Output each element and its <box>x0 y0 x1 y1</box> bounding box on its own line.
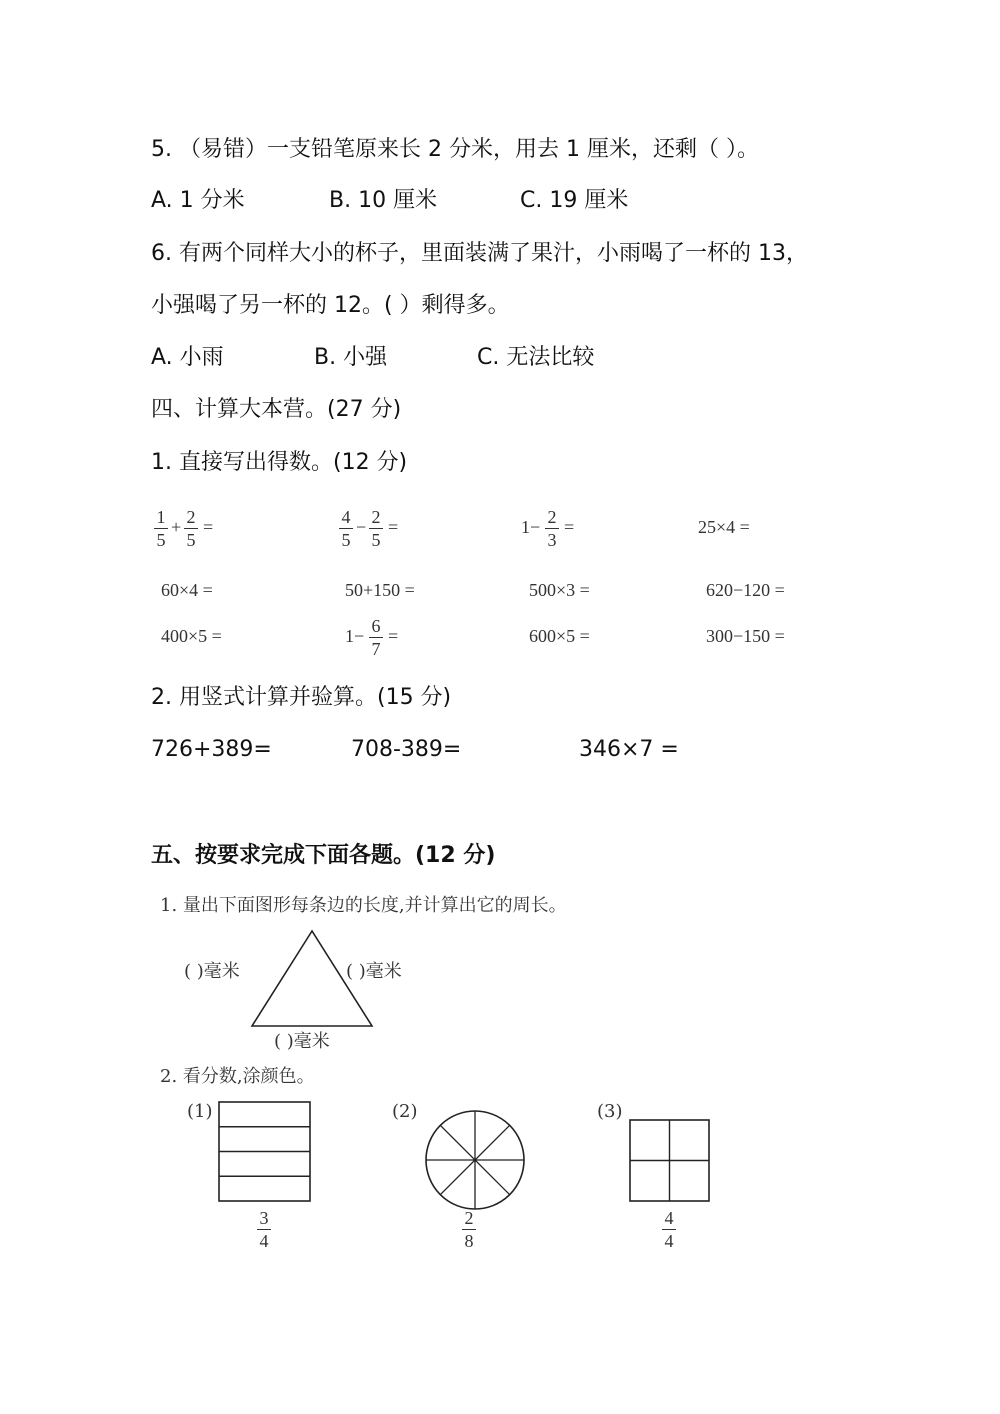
calc-item-3-3: 600×5 = <box>529 626 590 646</box>
triangle-left-side-label: ( )毫米 <box>184 961 240 982</box>
calc-item-2-3: 500×3 = <box>529 580 590 600</box>
part-1-title: 1. 直接写出得数。(12 分) <box>151 450 408 475</box>
calc-item-2-4: 620−120 = <box>706 580 785 600</box>
calc-item-3-4: 300−150 = <box>706 626 785 646</box>
fraction <box>184 508 198 549</box>
vertical-calc-3: 346×7 = <box>579 737 679 762</box>
fraction <box>369 617 383 658</box>
numerator: 6 <box>371 616 381 636</box>
calc-item-2-1: 60×4 = <box>161 580 213 600</box>
numerator: 2 <box>547 507 557 527</box>
circle-eight-parts-figure <box>423 1108 527 1212</box>
q5-option-a: A. 1 分米 <box>151 188 245 213</box>
figure-2-fraction <box>462 1209 476 1250</box>
numerator: 1 <box>156 507 166 527</box>
square-four-parts-figure <box>628 1118 712 1204</box>
figure-1-fraction <box>257 1209 271 1250</box>
expression-prefix: 1− <box>521 517 541 537</box>
calc-item-1-4: 25×4 = <box>698 517 750 537</box>
denominator: 4 <box>259 1231 269 1251</box>
calc-item-2-2: 50+150 = <box>345 580 415 600</box>
q5-option-b: B. 10 厘米 <box>329 188 438 213</box>
numerator: 2 <box>186 507 196 527</box>
operator: + <box>171 517 182 537</box>
q5-option-c: C. 19 厘米 <box>520 188 629 213</box>
denominator: 5 <box>341 530 351 550</box>
q6-option-c: C. 无法比较 <box>477 345 595 370</box>
denominator: 8 <box>464 1231 474 1251</box>
numerator: 2 <box>371 507 381 527</box>
denominator: 5 <box>156 530 166 550</box>
question-6-line1: 6. 有两个同样大小的杯子，里面装满了果汁，小雨喝了一杯的 13， <box>151 241 808 266</box>
triangle-right-side-label: ( )毫米 <box>346 961 402 982</box>
figure-3-fraction <box>662 1209 676 1250</box>
section-5-q1: 1. 量出下面图形每条边的长度,并计算出它的周长。 <box>160 895 567 916</box>
fraction <box>154 508 168 549</box>
equals-sign: = <box>388 626 399 646</box>
denominator: 5 <box>371 530 381 550</box>
q6-option-b: B. 小强 <box>314 345 388 370</box>
vertical-calc-1: 726+389= <box>151 737 272 762</box>
denominator: 7 <box>371 639 381 659</box>
operator: − <box>356 517 367 537</box>
figure-1-label: (1) <box>187 1101 213 1122</box>
calc-item-3-1: 400×5 = <box>161 626 222 646</box>
numerator: 4 <box>341 507 351 527</box>
part-2-title: 2. 用竖式计算并验算。(15 分) <box>151 685 452 710</box>
numerator: 2 <box>464 1208 474 1228</box>
triangle-bottom-side-label: ( )毫米 <box>274 1031 330 1052</box>
numerator: 3 <box>259 1208 269 1228</box>
equals-sign: = <box>388 517 399 537</box>
section-5-title: 五、按要求完成下面各题。(12 分) <box>151 843 496 868</box>
q6-option-a: A. 小雨 <box>151 345 224 370</box>
equals-sign: = <box>564 517 575 537</box>
fraction <box>339 508 353 549</box>
equals-sign: = <box>203 517 214 537</box>
fraction <box>369 508 383 549</box>
denominator: 4 <box>664 1231 674 1251</box>
figure-2-label: (2) <box>392 1101 418 1122</box>
rectangle-four-strips-figure <box>217 1100 313 1204</box>
vertical-calc-2: 708-389= <box>351 737 462 762</box>
numerator: 4 <box>664 1208 674 1228</box>
question-5: 5. （易错）一支铅笔原来长 2 分米，用去 1 厘米，还剩（ ）。 <box>151 137 759 162</box>
expression-prefix: 1− <box>345 626 365 646</box>
section-5-q2: 2. 看分数,涂颜色。 <box>160 1066 315 1087</box>
denominator: 3 <box>547 530 557 550</box>
fraction <box>545 508 559 549</box>
question-6-line2: 小强喝了另一杯的 12。( ）剩得多。 <box>151 293 510 318</box>
figure-3-label: (3) <box>597 1101 623 1122</box>
section-4-title: 四、计算大本营。(27 分) <box>151 397 402 422</box>
denominator: 5 <box>186 530 196 550</box>
